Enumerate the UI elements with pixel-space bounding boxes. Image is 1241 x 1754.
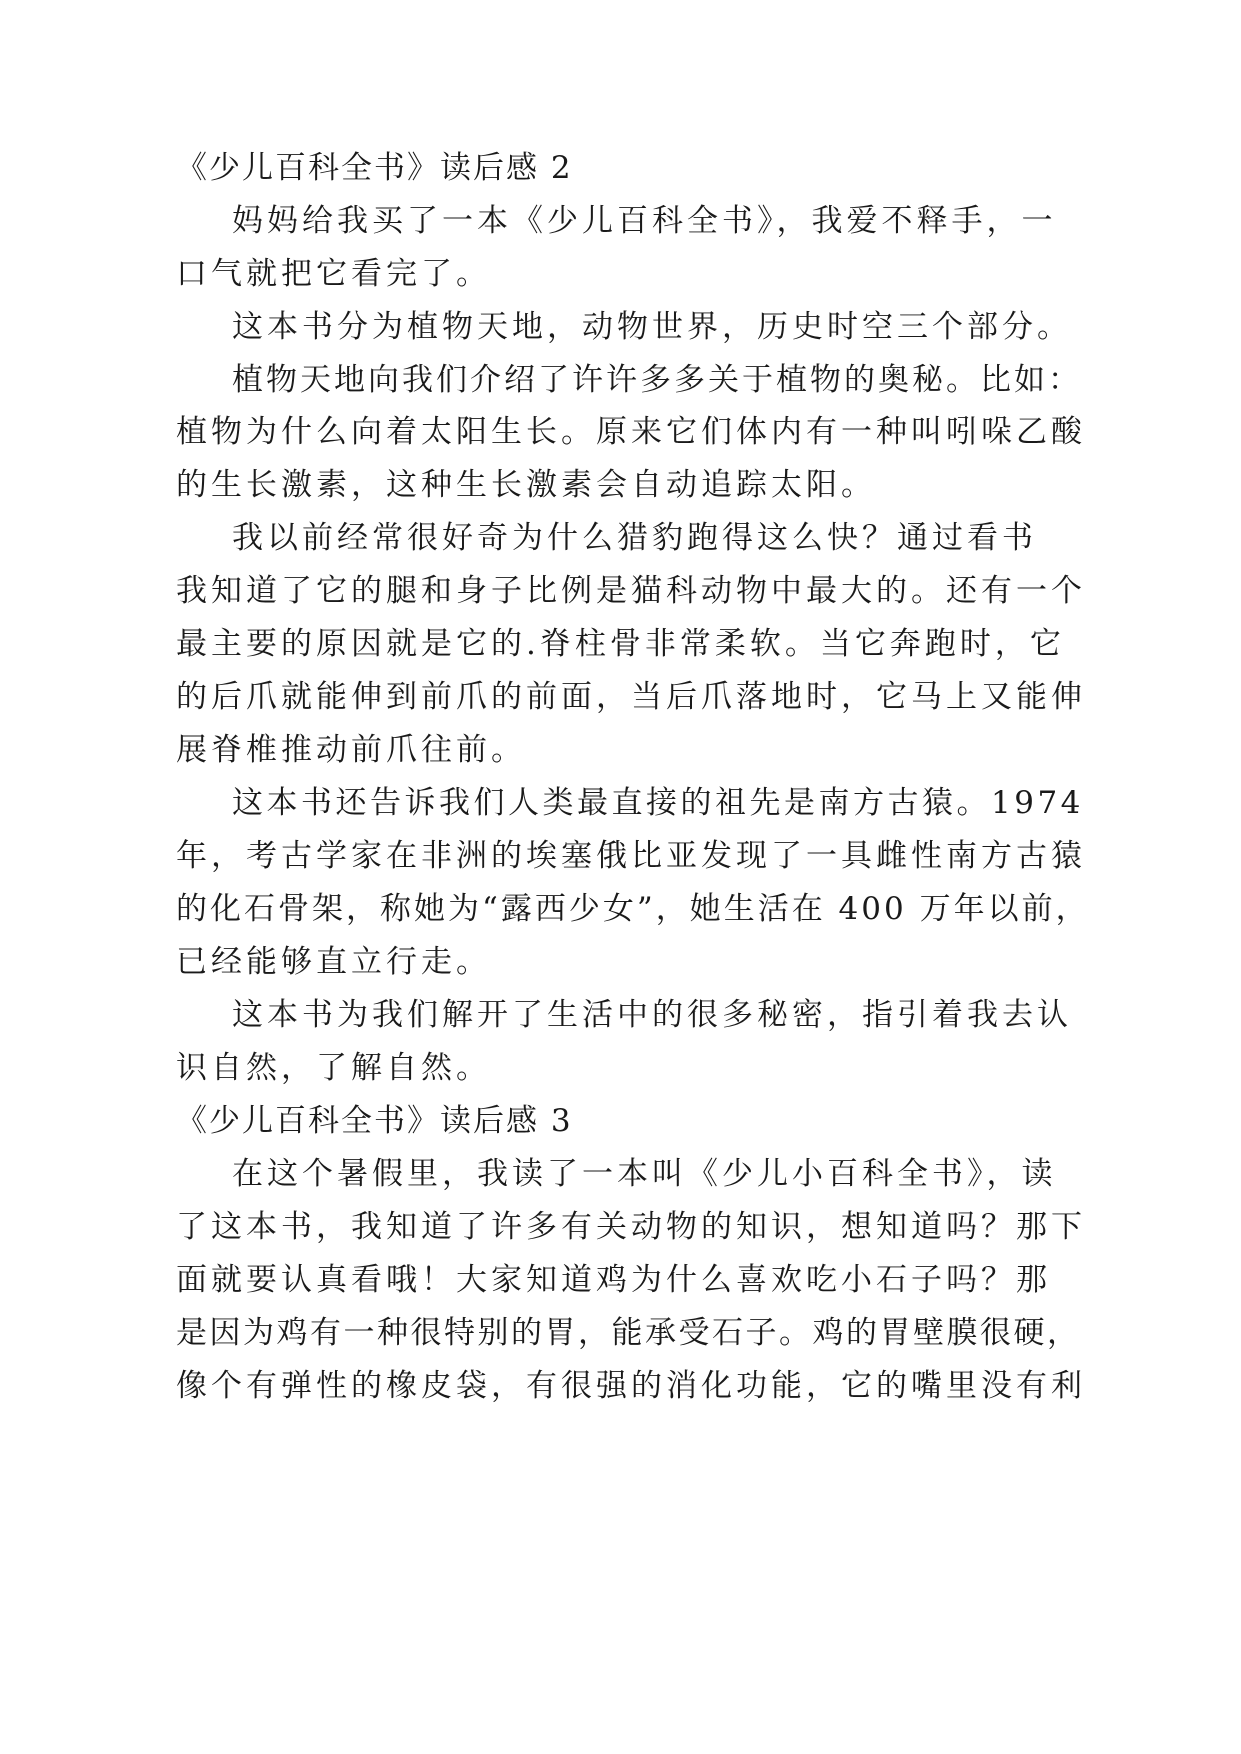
- section-title: 《少儿百科全书》读后感 3: [176, 1103, 573, 1139]
- paragraph-line: 年，考古学家在非洲的埃塞俄比亚发现了一具雌性南方古猿: [176, 838, 1086, 874]
- section-title: 《少儿百科全书》读后感 2: [176, 150, 573, 186]
- paragraph-line: 的生长激素，这种生长激素会自动追踪太阳。: [176, 467, 876, 503]
- paragraph-line: 是因为鸡有一种很特别的胃，能承受石子。鸡的胃壁膜很硬，: [176, 1315, 1081, 1351]
- paragraph-line: 植物天地向我们介绍了许许多多关于植物的奥秘。比如：: [232, 362, 1082, 398]
- paragraph-line: 面就要认真看哦！大家知道鸡为什么喜欢吃小石子吗？那: [176, 1262, 1051, 1298]
- paragraph-line: 像个有弹性的橡皮袋，有很强的消化功能，它的嘴里没有利: [176, 1368, 1086, 1404]
- paragraph-line: 的后爪就能伸到前爪的前面，当后爪落地时，它马上又能伸: [176, 679, 1086, 715]
- paragraph-line: 我以前经常很好奇为什么猎豹跑得这么快？通过看书: [232, 520, 1037, 556]
- paragraph-line: 的化石骨架，称她为“露西少女”，她生活在 400 万年以前，: [176, 891, 1090, 927]
- paragraph-line: 这本书为我们解开了生活中的很多秘密，指引着我去认: [232, 997, 1072, 1033]
- paragraph-line: 识自然，了解自然。: [176, 1050, 491, 1086]
- paragraph-line: 了这本书，我知道了许多有关动物的知识，想知道吗？那下: [176, 1209, 1086, 1245]
- paragraph-line: 植物为什么向着太阳生长。原来它们体内有一种叫吲哚乙酸: [176, 414, 1086, 450]
- paragraph-line: 口气就把它看完了。: [176, 256, 491, 292]
- paragraph-line: 这本书分为植物天地，动物世界，历史时空三个部分。: [232, 309, 1072, 345]
- paragraph-line: 在这个暑假里，我读了一本叫《少儿小百科全书》，读: [232, 1156, 1057, 1192]
- paragraph-line: 展脊椎推动前爪往前。: [176, 732, 526, 768]
- paragraph-line: 最主要的原因就是它的.脊柱骨非常柔软。当它奔跑时，它: [176, 626, 1065, 662]
- paragraph-line: 已经能够直立行走。: [176, 944, 491, 980]
- paragraph-line: 我知道了它的腿和身子比例是猫科动物中最大的。还有一个: [176, 573, 1086, 609]
- paragraph-line: 这本书还告诉我们人类最直接的祖先是南方古猿。1974: [232, 785, 1084, 821]
- paragraph-line: 妈妈给我买了一本《少儿百科全书》，我爱不释手，一: [232, 203, 1057, 239]
